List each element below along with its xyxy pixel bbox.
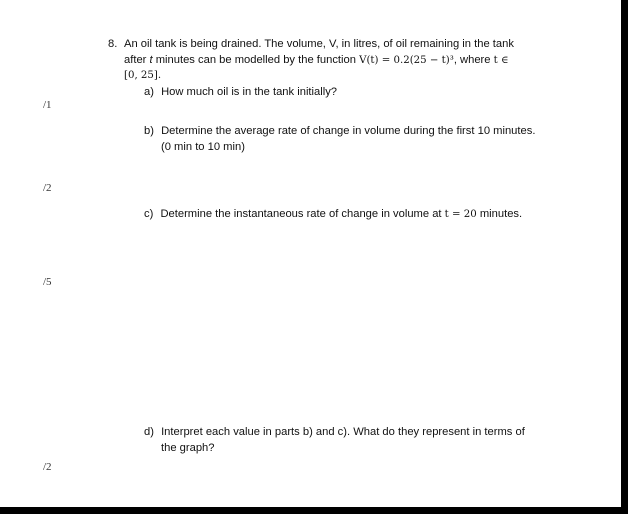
volume-function-formula: V(t) = 0.2(25 − t)³ [359, 55, 454, 66]
part-c-text: Determine the instantaneous rate of change in volume at [160, 208, 445, 220]
screen-border-bottom [0, 507, 628, 514]
part-b-label: b) [144, 125, 154, 137]
stem-text: after [124, 54, 150, 66]
stem-variable-t: t [149, 54, 153, 66]
part-d-label: d) [144, 426, 154, 438]
part-b-text: Determine the average rate of change in volume during the first 10 minutes. [161, 125, 536, 137]
part-c-time-value: t = 20 [444, 209, 477, 220]
part-d [144, 424, 525, 440]
domain-variable: t ∈ [493, 55, 509, 66]
domain-interval: [0, 25]. [124, 70, 162, 81]
screen-border-right [621, 0, 628, 514]
mark-part-d: /2 [43, 461, 52, 473]
mark-part-b: /2 [43, 182, 52, 194]
part-d-text-line-2: the graph? [161, 442, 215, 454]
part-b [144, 123, 535, 139]
part-b-interval: (0 min to 10 min) [161, 141, 245, 153]
part-a-label: a) [144, 86, 154, 98]
question-number: 8. [108, 38, 118, 50]
stem-text: minutes can be modelled by the function [152, 54, 360, 66]
mark-part-c: /5 [43, 276, 52, 288]
mark-part-a: /1 [43, 99, 52, 111]
part-a-text: How much oil is in the tank initially? [161, 86, 338, 98]
question-stem-line-2 [124, 52, 508, 69]
part-d-text: Interpret each value in parts b) and c). What do they represent in terms of [161, 426, 525, 438]
question-stem-line-1: An oil tank is being drained. The volume, V, in litres, of oil remaining in the tank [124, 38, 514, 50]
part-a [144, 84, 337, 100]
stem-text: , where [453, 54, 494, 66]
part-c-text-end: minutes. [476, 208, 523, 220]
part-c [144, 206, 522, 223]
part-c-label: c) [144, 208, 154, 220]
